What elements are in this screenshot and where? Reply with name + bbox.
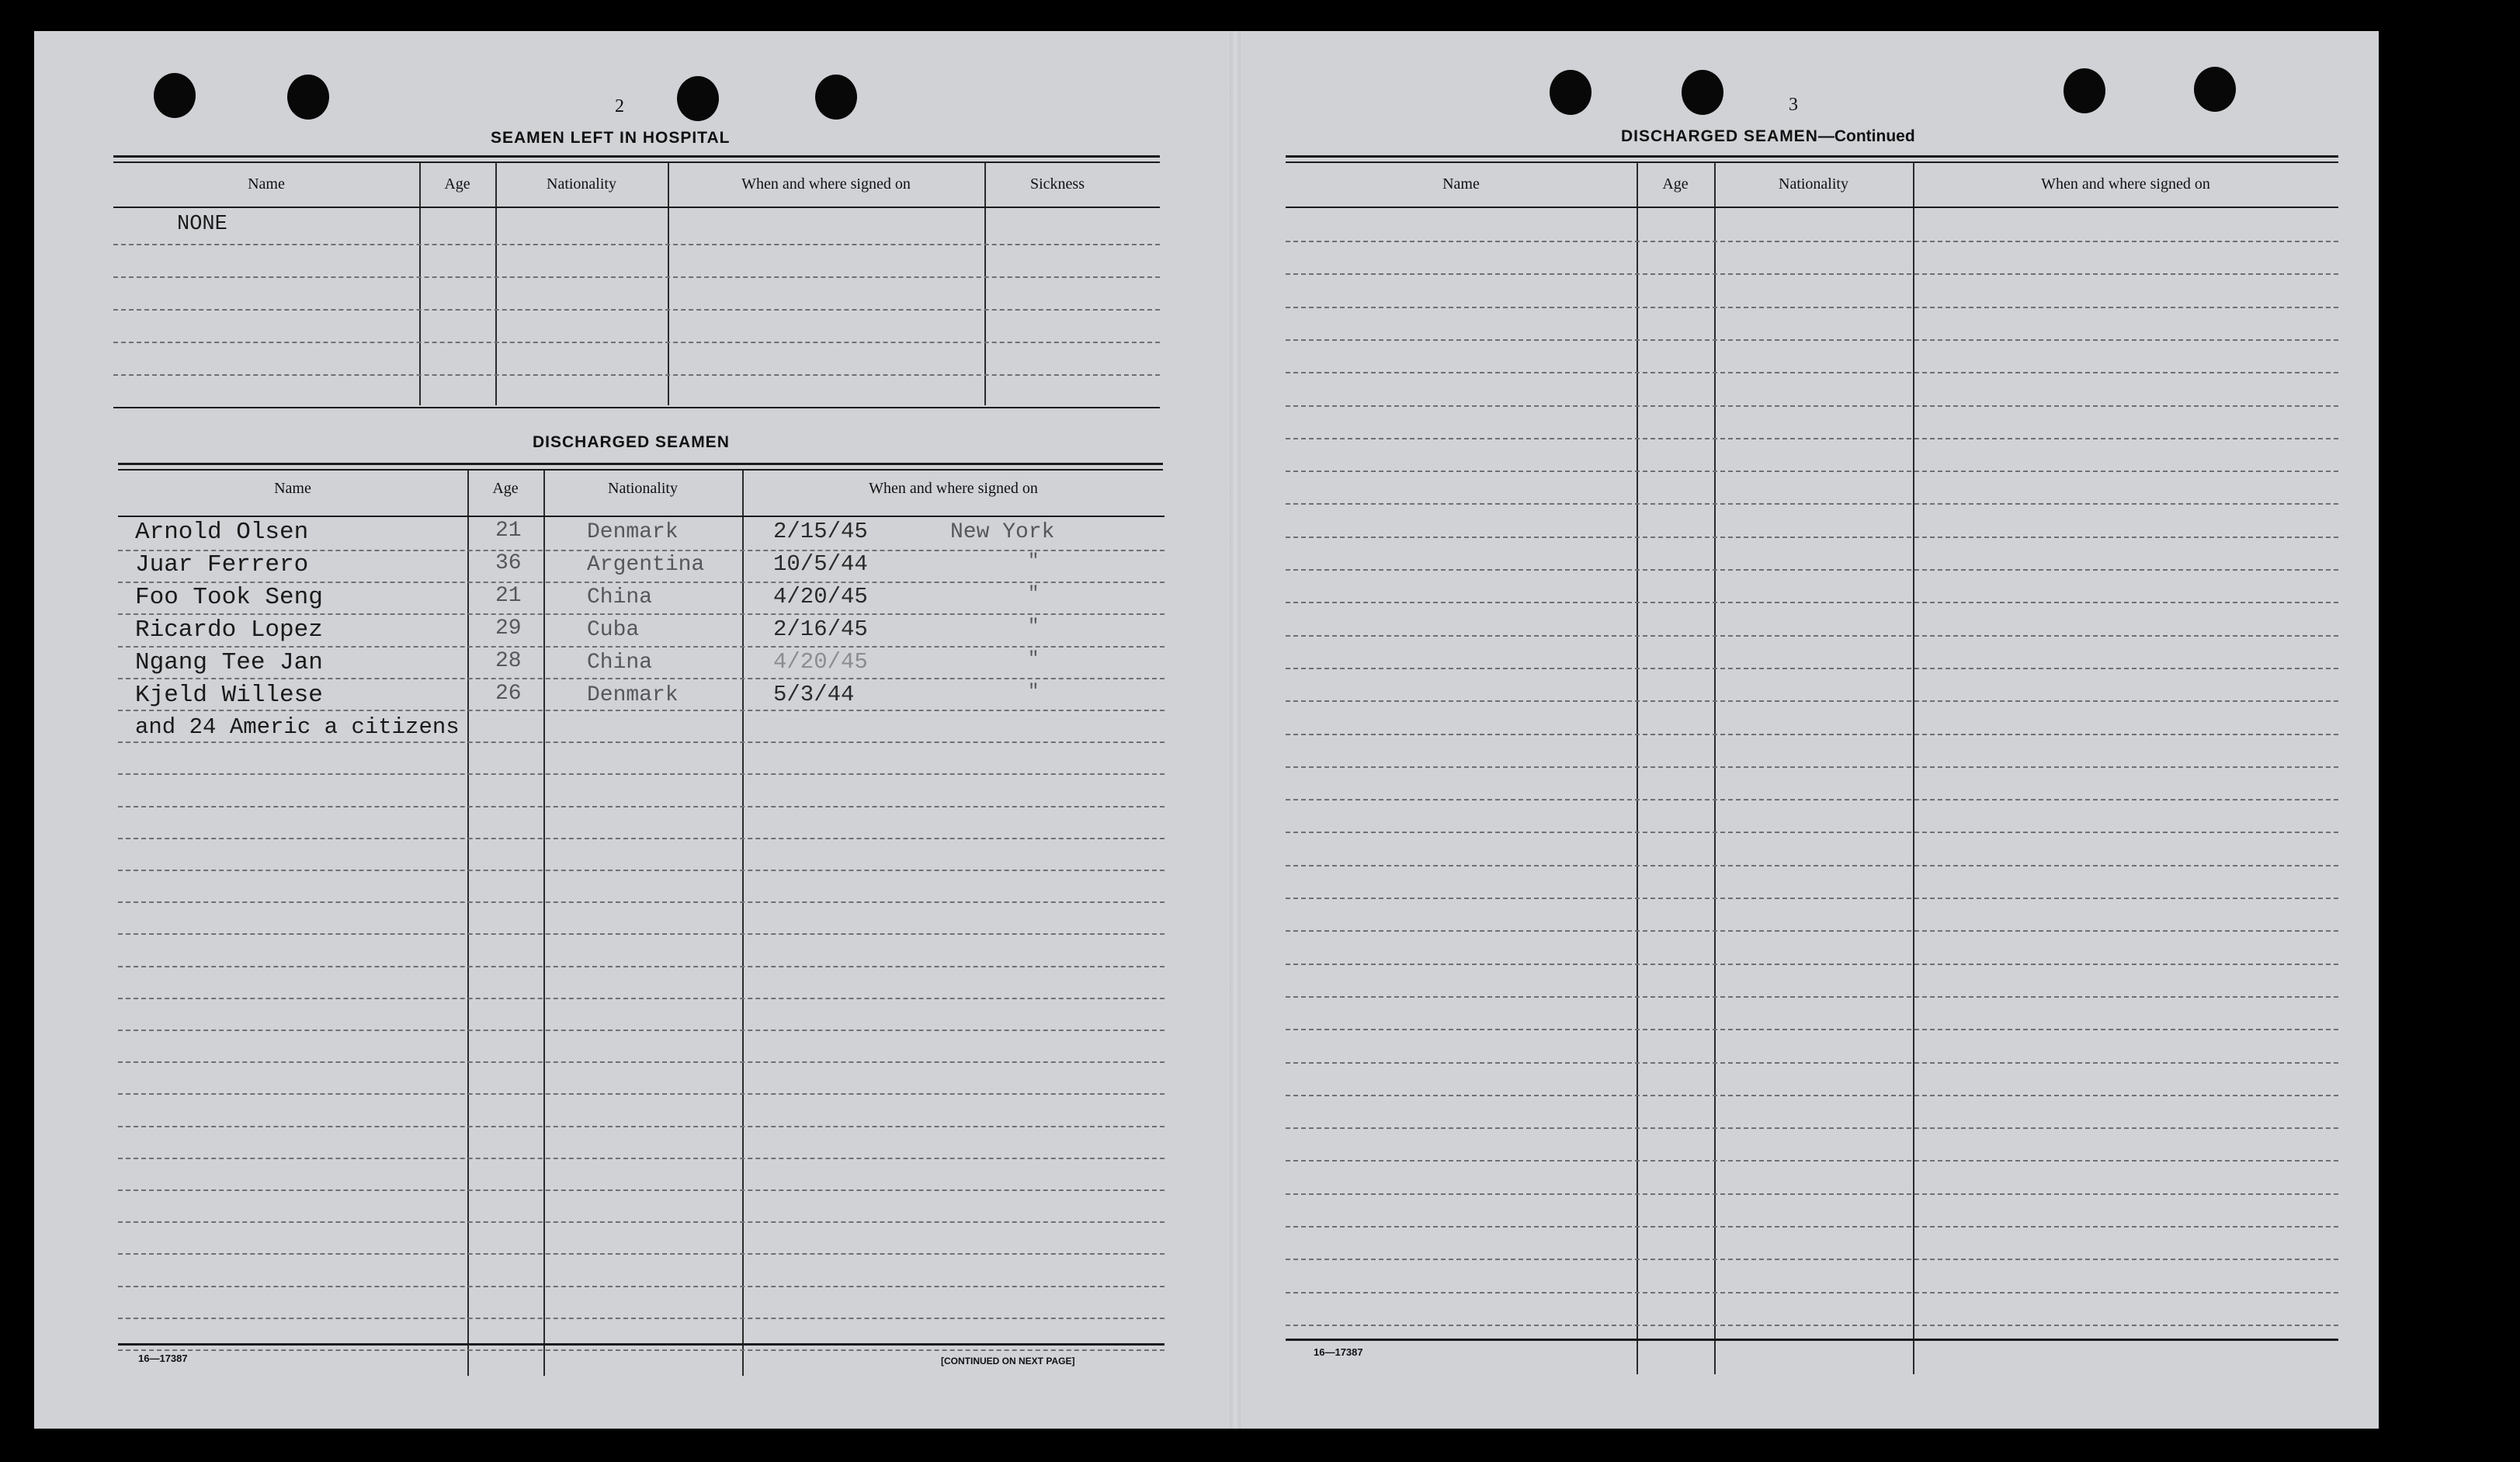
punch-hole xyxy=(815,75,857,120)
row-line xyxy=(1286,1029,2338,1030)
column-divider xyxy=(984,163,986,405)
row-line xyxy=(118,1093,1165,1095)
row-line xyxy=(118,1061,1165,1063)
row-line xyxy=(118,806,1165,807)
row-line xyxy=(1286,602,2338,603)
seaman-name: Juar Ferrero xyxy=(135,551,309,578)
rule xyxy=(1286,161,2338,163)
row-line xyxy=(1286,930,2338,932)
col-head-when-where: When and where signed on xyxy=(2041,175,2210,193)
row-line xyxy=(1286,569,2338,571)
seaman-age: 21 xyxy=(495,584,522,608)
punch-hole xyxy=(677,76,719,121)
row-line xyxy=(1286,1160,2338,1162)
continued-heading-main: DISCHARGED SEAMEN xyxy=(1621,127,1818,145)
column-divider xyxy=(1913,163,1914,1374)
form-number-left: 16—17387 xyxy=(138,1353,188,1364)
signed-on-place: " xyxy=(1028,682,1040,703)
col-head-age: Age xyxy=(492,480,519,497)
row-line xyxy=(118,1126,1165,1127)
row-line xyxy=(1286,799,2338,800)
row-line xyxy=(118,1221,1165,1223)
row-line xyxy=(1286,471,2338,472)
discharged-heading: DISCHARGED SEAMEN xyxy=(533,433,730,451)
row-line xyxy=(1286,537,2338,538)
seaman-nationality: China xyxy=(587,585,653,609)
row-line xyxy=(1286,996,2338,998)
seaman-nationality: Cuba xyxy=(587,618,640,642)
rule xyxy=(1286,155,2338,158)
seaman-nationality: Argentina xyxy=(587,553,705,577)
punch-hole xyxy=(1550,70,1591,115)
page-number-right: 3 xyxy=(1789,95,1798,115)
seaman-age: 36 xyxy=(495,551,522,575)
continued-note: [CONTINUED ON NEXT PAGE] xyxy=(941,1356,1075,1367)
row-line xyxy=(1286,241,2338,242)
row-line xyxy=(113,374,1160,376)
row-line xyxy=(1286,668,2338,669)
col-head-nationality: Nationality xyxy=(1779,175,1848,193)
page-fold xyxy=(1230,31,1241,1429)
row-line xyxy=(118,646,1165,648)
col-head-name: Name xyxy=(274,480,311,497)
signed-on-date: 4/20/45 xyxy=(773,649,868,675)
hospital-heading: SEAMEN LEFT IN HOSPITAL xyxy=(491,129,731,147)
signed-on-place: " xyxy=(1028,649,1040,670)
column-divider xyxy=(668,163,669,405)
row-line xyxy=(118,710,1165,711)
row-line xyxy=(1286,1193,2338,1195)
column-divider xyxy=(543,471,545,1376)
continued-heading xyxy=(1621,127,1915,146)
row-line xyxy=(118,741,1165,743)
row-line xyxy=(118,901,1165,903)
row-line xyxy=(118,838,1165,839)
seaman-name: Foo Took Seng xyxy=(135,584,323,611)
rule xyxy=(113,155,1160,158)
row-line xyxy=(1286,1127,2338,1129)
row-line xyxy=(118,870,1165,871)
document-sheet xyxy=(34,31,2379,1429)
signed-on-place: " xyxy=(1028,551,1040,572)
row-line xyxy=(118,773,1165,775)
column-divider xyxy=(495,163,497,405)
punch-hole xyxy=(1682,70,1723,115)
seaman-name: Kjeld Willese xyxy=(135,682,323,709)
column-divider xyxy=(419,163,421,405)
rule xyxy=(1286,1339,2338,1341)
seaman-age: 29 xyxy=(495,616,522,641)
row-line xyxy=(118,1189,1165,1191)
column-divider xyxy=(467,471,469,1376)
row-line xyxy=(118,933,1165,935)
row-line xyxy=(1286,1226,2338,1228)
punch-hole xyxy=(2194,67,2236,112)
row-line xyxy=(1286,1095,2338,1096)
col-head-when-where: When and where signed on xyxy=(869,480,1038,497)
seaman-nationality: Denmark xyxy=(587,520,679,544)
signed-on-date: 2/15/45 xyxy=(773,519,868,544)
signed-on-place: New York xyxy=(950,520,1055,544)
seaman-name: Ricardo Lopez xyxy=(135,616,323,644)
column-divider xyxy=(1714,163,1716,1374)
rule xyxy=(118,469,1163,471)
rule xyxy=(118,516,1165,517)
signed-on-date: 5/3/44 xyxy=(773,682,855,707)
row-line xyxy=(1286,372,2338,373)
row-line xyxy=(1286,832,2338,833)
hospital-entry: NONE xyxy=(177,213,227,236)
row-line xyxy=(1286,964,2338,965)
row-line xyxy=(118,1158,1165,1159)
row-line xyxy=(1286,898,2338,899)
row-line xyxy=(118,1286,1165,1287)
row-line xyxy=(118,1253,1165,1255)
seaman-age: 28 xyxy=(495,649,522,673)
row-line xyxy=(1286,1259,2338,1260)
row-line xyxy=(1286,766,2338,768)
signed-on-date: 2/16/45 xyxy=(773,616,868,642)
row-line xyxy=(118,1349,1165,1351)
rule xyxy=(118,463,1163,465)
col-head-when-where: When and where signed on xyxy=(741,175,911,193)
continued-heading-suffix: —Continued xyxy=(1817,127,1915,145)
seaman-nationality: China xyxy=(587,651,653,675)
col-head-nationality: Nationality xyxy=(608,480,678,497)
row-line xyxy=(113,276,1160,278)
rule xyxy=(113,207,1160,208)
row-line xyxy=(1286,734,2338,735)
row-line xyxy=(1286,1292,2338,1294)
seaman-name: Arnold Olsen xyxy=(135,519,309,546)
row-line xyxy=(118,678,1165,679)
punch-hole xyxy=(287,75,329,120)
rule xyxy=(1286,207,2338,208)
col-head-name: Name xyxy=(1442,175,1480,193)
seaman-name: Ngang Tee Jan xyxy=(135,649,323,676)
row-line xyxy=(1286,273,2338,275)
seaman-nationality: Denmark xyxy=(587,683,679,707)
col-head-age: Age xyxy=(1662,175,1689,193)
row-line xyxy=(1286,405,2338,407)
seaman-age: 21 xyxy=(495,519,522,543)
col-head-sickness: Sickness xyxy=(1030,175,1085,193)
row-line xyxy=(118,613,1165,615)
row-line xyxy=(1286,1062,2338,1064)
row-line xyxy=(113,309,1160,311)
seaman-age: 26 xyxy=(495,682,522,706)
row-line xyxy=(1286,1325,2338,1326)
row-line xyxy=(1286,438,2338,439)
seamen-note: and 24 Americ a citizens xyxy=(135,714,460,740)
row-line xyxy=(1286,635,2338,637)
row-line xyxy=(118,998,1165,999)
row-line xyxy=(118,582,1165,583)
punch-hole xyxy=(2064,68,2105,113)
punch-hole xyxy=(154,73,196,118)
signed-on-place: " xyxy=(1028,616,1040,637)
col-head-age: Age xyxy=(444,175,470,193)
row-line xyxy=(113,244,1160,245)
row-line xyxy=(113,342,1160,343)
row-line xyxy=(1286,503,2338,505)
row-line xyxy=(118,1030,1165,1031)
signed-on-date: 4/20/45 xyxy=(773,584,868,609)
rule xyxy=(118,1343,1165,1346)
col-head-name: Name xyxy=(248,175,285,193)
row-line xyxy=(1286,307,2338,308)
row-line xyxy=(1286,339,2338,341)
rule xyxy=(113,161,1160,163)
signed-on-place: " xyxy=(1028,584,1040,605)
row-line xyxy=(118,966,1165,967)
column-divider xyxy=(1637,163,1638,1374)
column-divider xyxy=(742,471,744,1376)
form-number-right: 16—17387 xyxy=(1314,1346,1363,1358)
row-line xyxy=(118,1318,1165,1319)
col-head-nationality: Nationality xyxy=(547,175,616,193)
row-line xyxy=(1286,865,2338,866)
row-line xyxy=(1286,700,2338,702)
page-number-left: 2 xyxy=(615,96,624,116)
signed-on-date: 10/5/44 xyxy=(773,551,868,577)
rule xyxy=(113,407,1160,408)
